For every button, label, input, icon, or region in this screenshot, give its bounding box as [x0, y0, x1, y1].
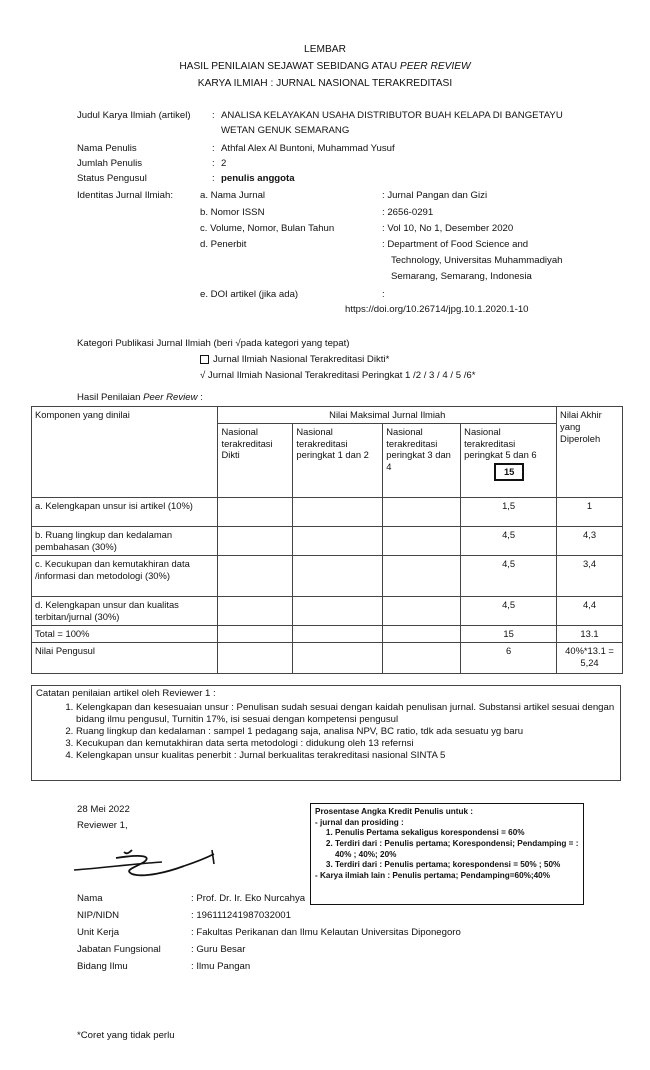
sig-nama-label: Nama [77, 893, 103, 904]
prosentase-sub: - jurnal dan prosiding : [315, 817, 404, 827]
judul-value-2: WETAN GENUK SEMARANG [221, 125, 350, 136]
identitas-item-b-value: : 2656-0291 [382, 207, 434, 218]
cell-empty [293, 556, 383, 597]
doc-title-line3: KARYA ILMIAH : JURNAL NASIONAL TERAKREDITASI [197, 78, 453, 89]
identitas-item-d-value-2: Technology, Universitas Muhammadiyah [391, 255, 563, 266]
pengusul-akhir-result: 5,24 [580, 656, 599, 668]
hasil-label-text: Hasil Penilaian [77, 392, 144, 403]
sig-nip-value: : 196111241987032001 [191, 910, 291, 921]
identitas-item-a-value: : Jurnal Pangan dan Gizi [382, 190, 488, 201]
nama-colon: : [212, 143, 215, 154]
identitas-item-b-label: b. Nomor ISSN [200, 207, 265, 218]
reviewer-notes [31, 685, 621, 781]
nama-value: Athfal Alex Al Buntoni, Muhammad Yusuf [221, 143, 395, 154]
signature-date: 28 Mei 2022 [77, 804, 130, 815]
sig-jabatan-value: : Guru Besar [191, 944, 246, 955]
header-komponen: Komponen yang dinilai [32, 407, 218, 498]
nama-label: Nama Penulis [77, 143, 137, 154]
header-col-peringkat-5-6-text: Nasional terakreditasi peringkat 5 dan 6 [464, 425, 537, 461]
komponen-c: c. Kecukupan dan kemutakhiran data /informasi dan metodologi (30%) [32, 556, 218, 597]
identitas-item-c-value: : Vol 10, No 1, Desember 2020 [382, 223, 514, 234]
maks-c: 4,5 [461, 556, 557, 597]
header-nilai-akhir: Nilai Akhir yang Diperoleh [557, 407, 623, 498]
table-header-row [32, 407, 623, 424]
prosentase-footer: - Karya ilmiah lain : Penulis pertama; Pendamping=60%;40% [315, 870, 551, 880]
cell-empty [293, 527, 383, 556]
cell-empty [383, 498, 461, 527]
identitas-item-a-label: a. Nama Jurnal [200, 190, 266, 201]
header-col-peringkat-3-4: Nasional terakreditasi peringkat 3 dan 4 [383, 423, 461, 497]
pengusul-akhir [557, 642, 623, 673]
footnote: *Coret yang tidak perlu [77, 1030, 175, 1041]
cell-empty [293, 626, 383, 643]
maks-b: 4,5 [461, 527, 557, 556]
identitas-item-c-label: c. Volume, Nomor, Bulan Tahun [200, 223, 335, 234]
doc-title-line1: LEMBAR [304, 44, 346, 55]
signature-image [72, 842, 222, 882]
hasil-label-italic: Peer Review [143, 392, 198, 403]
jumlah-colon: : [212, 158, 215, 169]
kategori-option-2[interactable]: √ Jurnal Ilmiah Nasional Terakreditasi Peringkat 1 /2 / 3 / 4 / 5 /6* [200, 370, 476, 381]
identitas-label: Identitas Jurnal Ilmiah: [77, 190, 173, 201]
judul-label: Judul Karya Ilmiah (artikel) [77, 110, 191, 121]
cell-empty [218, 498, 293, 527]
doi-link[interactable]: https://doi.org/10.26714/jpg.10.1.2020.1-10 [345, 304, 529, 315]
status-colon: : [212, 173, 215, 184]
maks-d: 4,5 [461, 597, 557, 626]
akhir-b: 4,3 [557, 527, 623, 556]
note-item: 1. Kelengkapan dan kesesuaian unsur : Penulisan sudah sesuai dengan kaidah penulisan jurnal. Substansi artikel sesuai dengan bidang ilmu pengusul, Turnitin 17%, isi sesuai dengan kompetensi pengusul [76, 702, 616, 726]
total-label: Total = 100% [32, 626, 218, 643]
status-value: penulis anggota [221, 173, 295, 184]
komponen-d: d. Kelengkapan unsur dan kualitas terbitan/jurnal (30%) [32, 597, 218, 626]
sig-unit-label: Unit Kerja [77, 927, 120, 938]
status-label: Status Pengusul [77, 173, 147, 184]
pengusul-akhir-formula: 40%*13.1 = [565, 644, 614, 656]
doc-title-line2 [0, 61, 650, 74]
cell-empty [383, 597, 461, 626]
checkbox-icon[interactable] [200, 355, 209, 364]
identitas-item-a-text: Jurnal Pangan dan Gizi [387, 190, 488, 201]
table-row [32, 498, 623, 527]
table-pengusul-row [32, 642, 623, 673]
cell-empty [293, 642, 383, 673]
cell-empty [383, 527, 461, 556]
identitas-item-d-value-3: Semarang, Semarang, Indonesia [391, 271, 532, 282]
akhir-a: 1 [557, 498, 623, 527]
identitas-item-d-value: : Department of Food Science and [382, 239, 529, 250]
identitas-item-c-text: Vol 10, No 1, Desember 2020 [387, 223, 514, 234]
selected-max-box: 15 [494, 463, 524, 481]
pengusul-label: Nilai Pengusul [32, 642, 218, 673]
signature-role: Reviewer 1, [77, 820, 128, 831]
sig-nip-label: NIP/NIDN [77, 910, 120, 921]
cell-empty [218, 626, 293, 643]
cell-empty [293, 597, 383, 626]
cell-empty [218, 527, 293, 556]
sig-jabatan-label: Jabatan Fungsional [77, 944, 161, 955]
maks-a: 1,5 [461, 498, 557, 527]
prosentase-item: 2. Terdiri dari : Penulis pertama; Korespondensi; Pendamping = : 40% ; 40%; 20% [335, 839, 579, 860]
note-item: 4. Kelengkapan unsur kualitas penerbit : Jurnal berkualitas terakreditasi nasional SINTA 5 [76, 750, 616, 762]
notes-title: Catatan penilaian artikel oleh Reviewer 1 : [36, 688, 216, 699]
total-akhir: 13.1 [557, 626, 623, 643]
note-item: 2. Ruang lingkup dan kedalaman : sampel 1 pedagang saja, analisa NPV, BC ratio, tdk ada sesuatu yg baru [76, 726, 616, 738]
header-col-dikti: Nasional terakreditasi Dikti [218, 423, 293, 497]
header-col-peringkat-1-2: Nasional terakreditasi peringkat 1 dan 2 [293, 423, 383, 497]
prosentase-box [310, 803, 584, 905]
judul-colon: : [212, 110, 215, 121]
table-total-row [32, 626, 623, 643]
note-item: 3. Kecukupan dan kemutakhiran data serta metodologi : didukung oleh 13 refernsi [76, 738, 616, 750]
header-nilai-maks: Nilai Maksimal Jurnal Ilmiah [218, 407, 557, 424]
komponen-b: b. Ruang lingkup dan kedalaman pembahasan (30%) [32, 527, 218, 556]
doc-title-line2-text: HASIL PENILAIAN SEJAWAT SEBIDANG ATAU [179, 61, 400, 72]
judul-value-1: ANALISA KELAYAKAN USAHA DISTRIBUTOR BUAH KELAPA DI BANGETAYU [221, 110, 563, 121]
identitas-item-e-label: e. DOI artikel (jika ada) [200, 289, 299, 300]
sig-nama-value: : Prof. Dr. Ir. Eko Nurcahya [191, 893, 306, 904]
prosentase-list [315, 828, 579, 871]
cell-empty [218, 642, 293, 673]
cell-empty [218, 597, 293, 626]
identitas-item-e-colon: : [382, 289, 385, 300]
table-row [32, 597, 623, 626]
header-col-peringkat-5-6 [461, 423, 557, 497]
identitas-item-d-label: d. Penerbit [200, 239, 247, 250]
cell-empty [383, 642, 461, 673]
akhir-d: 4,4 [557, 597, 623, 626]
pengusul-maks: 6 [461, 642, 557, 673]
penilaian-table [31, 406, 623, 674]
prosentase-item: 3. Terdiri dari : Penulis pertama; korespondensi = 50% ; 50% [335, 860, 579, 871]
table-row [32, 556, 623, 597]
identitas-item-b-text: 2656-0291 [387, 207, 434, 218]
notes-list [36, 702, 616, 762]
sig-bidang-value: : Ilmu Pangan [191, 961, 251, 972]
cell-empty [383, 556, 461, 597]
hasil-label [77, 392, 203, 404]
kategori-option-1-text: Jurnal Ilmiah Nasional Terakreditasi Dikti* [213, 354, 390, 365]
doc-title-line2-italic: PEER REVIEW [399, 61, 471, 72]
prosentase-item: 1. Penulis Pertama sekaligus korespondensi = 60% [335, 828, 579, 839]
jumlah-value: 2 [221, 158, 227, 169]
sig-bidang-label: Bidang Ilmu [77, 961, 128, 972]
identitas-item-d-text: Department of Food Science and [387, 239, 529, 250]
cell-empty [218, 556, 293, 597]
kategori-option-1[interactable] [200, 354, 389, 366]
kategori-label: Kategori Publikasi Jurnal Ilmiah (beri √pada kategori yang tepat) [77, 338, 350, 349]
sig-unit-value: : Fakultas Perikanan dan Ilmu Kelautan Universitas Diponegoro [191, 927, 461, 938]
akhir-c: 3,4 [557, 556, 623, 597]
prosentase-title: Prosentase Angka Kredit Penulis untuk : [315, 807, 474, 816]
jumlah-label: Jumlah Penulis [77, 158, 143, 169]
table-row [32, 527, 623, 556]
cell-empty [293, 498, 383, 527]
cell-empty [383, 626, 461, 643]
hasil-label-colon: : [197, 392, 203, 403]
komponen-a: a. Kelengkapan unsur isi artikel (10%) [32, 498, 218, 527]
total-maks: 15 [461, 626, 557, 643]
